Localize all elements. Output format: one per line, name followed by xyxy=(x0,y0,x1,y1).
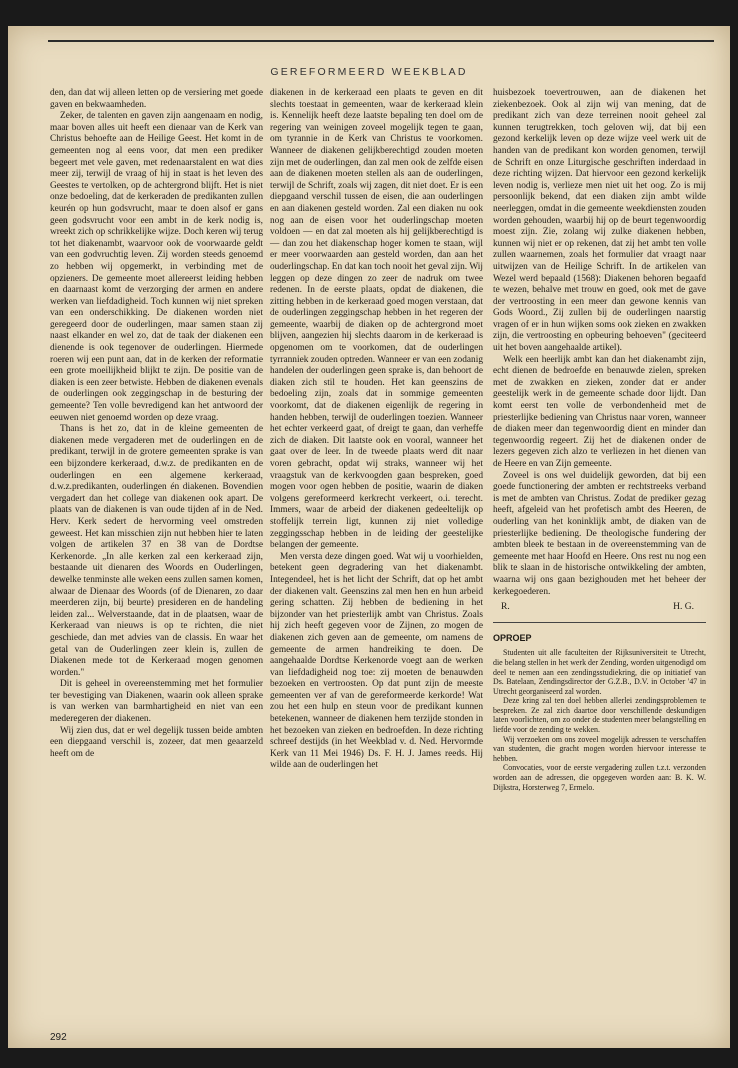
oproep-title: OPROEP xyxy=(493,632,532,643)
column-1-paragraph: den, dan dat wij alleen letten op de versiering met goede gaven en bekwaamheden. xyxy=(50,88,263,110)
column-2-paragraph: Men versta deze dingen goed. Wat wij u voorhielden, betekent geen degradering van het diakenambt. Integendeel, het is het licht der Schrift, dat op het ambt der diakenen valt. Geenszins zal men hen en hun arbeid gering schatten. Zij hebben de bediening in het bijzonder van het priesterlijk ambt van Christus. Zoals hij zich heeft gegeven voor de Zijnen, zo mogen de diakenen zich geven aan de gemeente, om namens de gemeente de armen handreiking te doen. De aangehaalde Dordtse Kerkenorde voegt aan de werken van liefdadigheid nog toe: zij moeten de benauwden bezoeken en vertroosten. Op dat punt zijn de meeste gemeenten ver af van de gereformeerde kerkorde! Wat zou het een hulp en steun voor de predikant kunnen betekenen, wanneer de diakenen hem terzijde stonden in het bezoeken van zieken en bedroefden. In deze richting schreef destijds (in het Weekblad v. d. Ned. Hervormde Kerk van 11 Mei 1946) Ds. F. H. J. James reeds. Hij wilde aan de ouderlingen het xyxy=(270,551,483,771)
page-number: 292 xyxy=(50,1032,67,1043)
column-1-paragraph: Zeker, de talenten en gaven zijn aangenaam en nodig, maar boven alles uit heeft een dienaar van de Kerk van Christus behoefte aan de Heilige Geest. Het komt in de gemeenten nog al eens voor, dat men een prediker begeert met vele gaven, met redenaarstalent en wat dies meer zij, terwijl de vraag of hij in staat is het leven des Geestes te vertolken, op de achtergrond blijft. Het is niet onze bedoeling, dat de kerkeraden de predikanten zullen keurén op hun godsvrucht, maar te doen alsof er gans geen godsvrucht voor een ambt in de kerk nodig is, wreekt zich op schrikkelijke wijze. Doch keren wij terug tot het diakenambt, waarvoor ook de voorwaarde geldt van een godvruchtig leven. Zij worden steeds genoemd zo hebben wij opgemerkt, in verbinding met de opzieners. De gemeente moet allereerst leiding hebben en daarnaast komt de verzorging der armen en andere werken van liefdadigheid. Toch kunnen wij niet spreken van een onderschikking. De diakenen worden niet geregeerd door de ouderlingen, maar samen staan zij naast elkander en wel zo, dat de taak der diakenen een dienende is ook tegenover de ouderlingen. Hiermede roeren wij een punt aan, dat in de kerken der reformatie een grote moeilijkheid blijkt te zijn. De positie van de diaken is een zeer betwiste. Hebben de diakenen evenals de ouderlingen ook zeggingschap in de besturing der gemeente? Ten volle bevredigend kan het antwoord der eeuwen niet genoemd worden op deze vraag. xyxy=(50,111,263,423)
column-1-paragraph: Dit is geheel in overeenstemming met het formulier ter bevestiging van Diakenen, waarin ook alleen sprake is van werken van barmhartigheid en niet van een mederegeren der diakenen. xyxy=(50,679,263,725)
column-2 xyxy=(270,88,483,772)
column-1-paragraph: Wij zien dus, dat er wel degelijk tussen beide ambten een diepgaand verschil is, zozeer, dat men geaarzeld heeft om de xyxy=(50,725,263,759)
column-1 xyxy=(50,88,263,760)
page-header: GEREFORMEERD WEEKBLAD xyxy=(270,66,468,78)
top-rule xyxy=(48,40,714,42)
signature-right: H. G. xyxy=(673,602,694,613)
column-3-paragraph: Zoveel is ons wel duidelijk geworden, dat bij een goede functionering der ambten er rechtstreeks verband is met de ambten van Christus. Zodat de prediker gezag heeft, afgeleid van het profetisch ambt des Heeren, de ouderling van het koninklijk ambt, de diaken van de priesterlijke bediening. De theologische fundering der ambten bleek te bestaan in de overeenstemming van de gemeente met haar Hoofd en Heere. Ons rest nu nog een blik te slaan in de historische ontwikkeling der ambten, waarna wij ons gaan bezighouden met het beheer der kerkegoederen. xyxy=(493,470,706,597)
column-3-paragraph: huisbezoek toevertrouwen, aan de diakenen het ziekenbezoek. Ook al zijn wij van mening, dat de predikant zich van deze terreinen nooit geheel zal kunnen terugtrekken, toch geloven wij, dat bij een gezond kerkelijk leven op deze wijze veel werk uit de handen van de predikant kon worden genomen, terwijl de Schrift en onze Liturgische geschriften inderdaad in deze richting wijzen. Dat hiervoor een gezond kerkelijk leven nodig is, verlieze men niet uit het oog. Zo is mij persoonlijk bekend, dat een diaken zijn ambt wilde neerleggen, omdat in die gemeente weekdiensten zouden worden gehouden, waarbij hij op de beurt tegenwoordig moest zijn. Zie, zolang wij zulke diakenen hebben, kunnen wij niet er op rekenen, dat zij het ambt ten volle zullen waarnemen, zoals het formulier dat vraagt naar uitwijzen van de Heilige Schrift. In de artikelen van Wezel werd bepaald (1568): Diakenen behoren begaafd te wezen, behalve met trouw en goed, ook met de gave der vertroosting in een meer dan gewone kennis van Gods Woord., Zij zullen bij de ouderlingen naarstig vragen of er in hun wijken soms ook zieken en zwakken zijn, die vertroosting en opbeuring behoeven" (geciteerd uit het boven aangehaalde artikel). xyxy=(493,88,707,354)
newspaper-page xyxy=(8,26,730,1048)
section-divider xyxy=(493,622,706,623)
oproep-paragraph: Deze kring zal ten doel hebben allerlei zendingsproblemen te bespreken. Ze zal zich daartoe door verschillende deskundigen laten voorlichten, om zo onder de studenten meer belangstelling en liefde voor de zending te wekken. xyxy=(493,696,706,735)
column-1-paragraph: Thans is het zo, dat in de kleine gemeenten de diakenen mede vergaderen met de ouderlingen en de predikant, terwijl in de grotere gemeenten sprake is van een bijzondere kerkeraad, d.w.z. de predikanten en de ouderlingen en een algemene kerkeraad, d.w.z.predikanten, ouderlingen én diakenen. Bovendien vergadert dan het college van diakenen ook apart. De plaats van de diakenen is van oude tijden af in de Ned. Herv. Kerk sedert de hervorming veel omstreden geweest. Het kan misschien zijn nut hebben hier te laten volgen de artikelen 37 en 38 van de Dordtse Kerkenorde. „In alle kerken zal een kerkeraad zijn, bestaande uit dienaren des Woords en Ouderlingen, dewelke tenminste alle weken eens zullen samen komen, alwaar de Dienaar des Woords (of de Dienaren, zo daar meerderen zijn, bij beurte) presideren en de handeling leiden zal... Welverstaande, dat in de plaatsen, waar de Kerkeraad van nieuws is op te richten, die niet geschiede, dan met advies van de classis. En waar het getal van de Ouderlingen zeer klein is, zullen de Diakenen mede tot de Kerkeraad mogen genomen worden." xyxy=(50,424,263,678)
oproep-paragraph: Studenten uit alle faculteiten der Rijksuniversiteit te Utrecht, die belang stellen in het werk der Zending, worden uitgenodigd om deel te nemen aan een zendingsstudiekring, die op initiatief van Ds. Batelaan, Zendingsdirector der G.Z.B., D.V. in October '47 in Utrecht georganiseerd zal worden. xyxy=(493,648,706,696)
column-3 xyxy=(493,88,706,792)
column-3-paragraph: Welk een heerlijk ambt kan dan het diakenambt zijn, echt dienen de bedroefde en benauwde zielen, spreken met de zwakken en zieken, zonder dat er ander geestelijk werk in de gemeente schade door lijdt. Dan komt eerst ten volle de verbondenheid met de priesterlijke bediening van Christus naar voren, wanneer de diaken meer dan tegenwoordig dient en minder dan tegenwoordig regeert. Zij het de diakenen onder de lezers gegeven zich alzo te verliezen in het dienen van de Heere en van Zijn gemeente. xyxy=(493,354,706,469)
column-2-paragraph: diakenen in de kerkeraad een plaats te geven en dit slechts toestaat in gemeenten, waar de kerkeraad klein is. Kennelijk heeft deze laatste bepaling ten doel om de regering van weinigen zoveel mogelijk tegen te gaan, om tyrannie in de Kerk van Christus te voorkomen. Wanneer de diakenen gelijkberechtigd zouden moeten zijn met de ouderlingen, dan zal men ook de zelfde eisen aan de diakenen moeten stellen als aan de ouderlingen, terwijl de Schrift, zoals wij zagen, dit niet doet. Er is een diepgaand verschil tussen de eisen, die aan ouderlingen en aan diakenen gesteld worden. Zal een diaken nu ook nog aan de eisen voor het ouderlingschap moeten voldoen — en dat zal moeten als hij gelijkberechtigd is — dan zou het diakenschap hoger komen te staan, wijl er meer voorwaarden aan gesteld worden, dan aan het ouderlingschap. En dat kan toch nooit het geval zijn. Wij leggen op deze dingen zo zeer de nadruk om twee redenen. In de eerste plaats, opdat de diakenen, die zitting hebben in de kerkeraad goed mogen verstaan, dat de ouderlingen zeggingschap hebben in het regeren der gemeente, waarbij de diaken op de achtergrond moet blijven, aangezien hij slechts daarom in de kerkeraad is opgenomen om te voorkomen, dat de ouderlingen tyrranniek zouden optreden. Wanneer er van een zodanig handelen der ouderlingen geen sprake is, dan behoort de diaken zich stil te houden. Het kan geenszins de bedoeling zijn, zoals dat in sommige gemeenten voorkomt, dat de diakenen eigenlijk de regering in handen hebben, terwijl de ouderlingen toezien. Wanneer het echter verkeerd gaat, of dreigt te gaan, dan verheffe zich de diaken. Dit laatste ook en vooral, wanneer het gaat over de leer. In de tweede plaats werd dit naar voren gebracht, opdat wij straks, wanneer wij het vraagstuk van de kerkvoogden gaan bespreken, goed mogen voor ogen hebben de positie, waarin de diaken volgens gereformeerd kerkrecht verkeert, o.i. terecht. Immers, waar de arbeid der diakenen gedeeltelijk op stoffelijk terrein ligt, kunnen zij niet volledige zeggingsschap hebben in de leiding der geestelijke belangen der gemeente. xyxy=(270,88,483,551)
oproep-paragraph: Convocaties, voor de eerste vergadering zullen t.z.t. verzonden worden aan de adressen, die opgegeven worden aan: B. K. W. Dijkstra, Horsterweg 7, Ermelo. xyxy=(493,763,706,792)
signature xyxy=(493,598,706,614)
signature-left: R. xyxy=(501,602,510,613)
oproep-paragraph: Wij verzoeken om ons zoveel mogelijk adressen te verschaffen van studenten, die gracht mogen worden hiervoor interesse te hebben. xyxy=(493,734,706,763)
oproep-body xyxy=(493,648,706,792)
